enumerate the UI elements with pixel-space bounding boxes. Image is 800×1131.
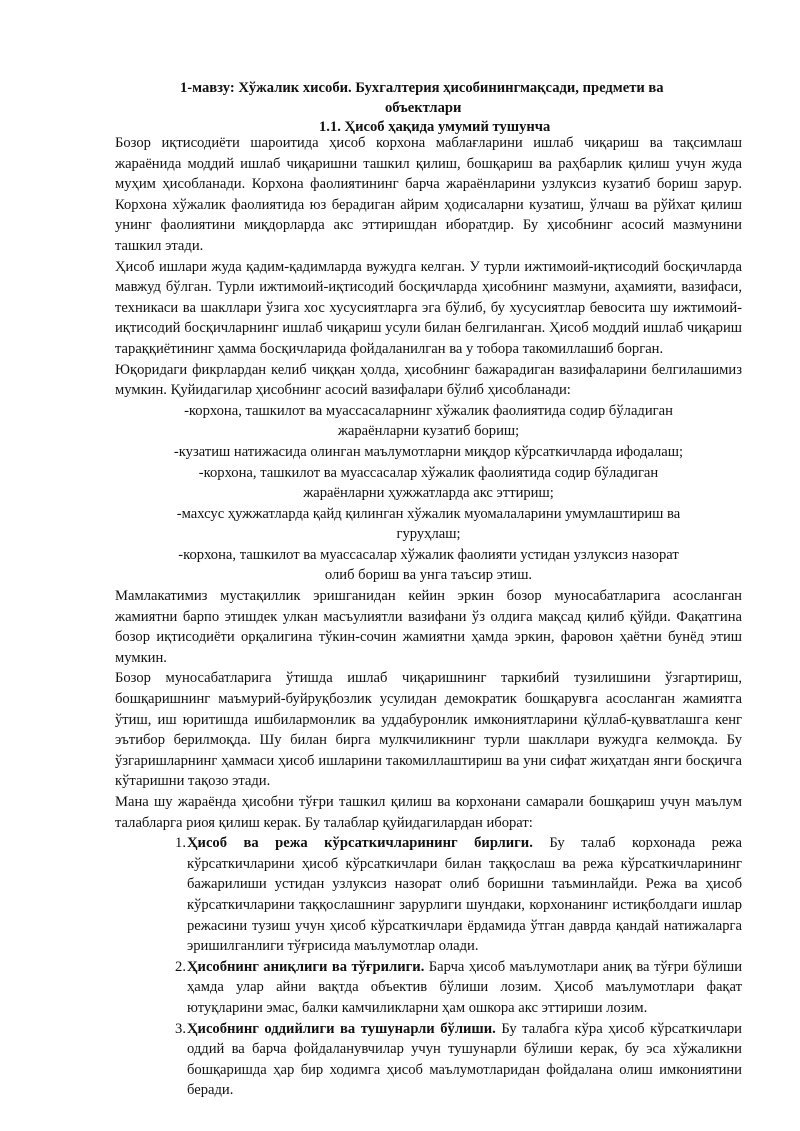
requirement-item — [115, 1019, 742, 1101]
requirement-number: 3. — [175, 1020, 186, 1037]
requirement-text: Бу талабга кўра ҳисоб кўрсаткичлари оддий ва барча фойдаланувчилар учун тушунарли бўлиши керак, бу эса хўжаликни бошқаришда ҳар бир ходимга ҳисоб маълумотларидан фойдалана олиш имкониятини беради. — [187, 1020, 742, 1099]
requirement-heading: Ҳисобнинг аниқлиги ва тўғрилиги. — [187, 958, 425, 975]
requirement-heading: Ҳисобнинг оддийлиги ва тушунарли бўлиши. — [187, 1020, 496, 1037]
requirement-item — [115, 833, 742, 957]
task-item: -корхона, ташкилот ва муассасалар хўжалик фаолиятида содир бўладиган жараёнларни ҳужжатларда акс эттириш; — [198, 464, 659, 502]
requirement-text: Бу талаб корхонада режа кўрсаткичларини ҳисоб кўрсаткичлари билан таққослаш ва режа кўрсаткичларининг бажарилиши устидан узлуксиз назорат олиб боришни таъминлайди. Режа ва ҳисоб кўрсаткичларини таққослашнинг зарурлиги шундаки, корхонанинг истиқболдаги ишлар режасини тузиш учун ҳисоб кўрсаткичлари ёрдамида ўтган даврда қандай натижаларга эришилганлиги тўғрисида маълумотлар олади. — [187, 835, 742, 955]
requirement-number: 1. — [175, 835, 186, 852]
document-body — [115, 133, 742, 1101]
requirement-item — [115, 957, 742, 1019]
paragraph: Бозор муносабатларига ўтишда ишлаб чиқаришнинг таркибий тузилишини ўзгартириш, бошқаришнинг маъмурий-буйруқбозлик усулидан демократик бошқарувга асосланган жамиятга ўтиш, иш юритишда ишбилармонлик ва уддабуронлик имкониятларини қўллаб-қувватлашга кенг эътибор берилмоқда. Шу билан бирга мулкчиликнинг турли шакллари вужудга келмоқда. Бу ўзгаришларнинг ҳаммаси ҳисоб ишларини такомиллаштириш ва уни сифат жиҳатдан янги босқичга кўтаришни тақозо этади. — [115, 670, 742, 790]
title-line-2: объектлари — [385, 100, 462, 116]
task-item: -махсус ҳужжатларда қайд қилинган хўжалик муомалаларини умумлаштириш ва гуруҳлаш; — [176, 505, 681, 543]
paragraph: Бозор иқтисодиёти шароитида ҳисоб корхона маблағларини ишлаб чиқариш ва тақсимлаш жараёнида моддий ишлаб чиқаришни ташкил қилиш, бошқариш ва раҳбарлик қилиш учун жуда муҳим ҳисобланади. Корхона фаолиятининг барча жараёнларини узлуксиз кузатиб бориш зарур. Корхона хўжалик фаолиятида юз берадиган айрим ҳодисаларни кузатиш, ўлчаш ва рўйхат қилиш унинг фаолиятини миқдорларда акс эттиришдан иборатдир. Бу ҳисобнинг асосий мазмунини ташкил этади. — [115, 135, 742, 254]
title-line-1: 1-мавзу: Хўжалик хисоби. Бухгалтерия ҳисобинингмақсади, предмети ва — [180, 80, 664, 96]
paragraph: Ҳисоб ишлари жуда қадим-қадимларда вужудга келган. У турли ижтимоий-иқтисодий босқичларда мавжуд бўлган. Турли ижтимоий-иқтисодий босқичларда ҳисобнинг мазмуни, аҳамияти, вазифаси, техникаси ва шакллари ўзига хос хусусиятларга эга бўлиб, бу хусусиятлар бевосита шу ижтимоий-иқтисодий босқичларнинг ишлаб чиқариш усули билан белгиланган. Ҳисоб моддий ишлаб чиқариш тараққиётининг ҳамма босқичларида фойдаланилган ва у тобора такомиллашиб борган. — [115, 258, 742, 357]
task-item: -корхона, ташкилот ва муассасаларнинг хўжалик фаолиятида содир бўладиган жараёнларни кузатиб бориш; — [184, 402, 673, 440]
paragraph: Мамлакатимиз мустақиллик эришганидан кейин эркин бозор муносабатларига асосланган жамиятни барпо этишдек улкан масъулиятли вазифани ўз олдига мақсад қилиб қўйди. Фақатгина бозор иқтисодиёти орқалигина тўкин-сочин жамиятни ҳамда эркин, фаровон ҳаётни бунёд этиш мумкин. — [115, 588, 742, 666]
section-heading: 1.1. Ҳисоб ҳақида умумий тушунча — [319, 119, 551, 135]
requirement-heading: Ҳисоб ва режа кўрсаткичларининг бирлиги. — [187, 835, 533, 852]
paragraph: Мана шу жараёнда ҳисобни тўғри ташкил қилиш ва корхонани самарали бошқариш учун маълум талабларга риоя қилиш керак. Бу талаблар қуйидагилардан иборат: — [115, 794, 742, 831]
task-item: -корхона, ташкилот ва муассасалар хўжалик фаолияти устидан узлуксиз назорат олиб бориш ва унга таъсир этиш. — [178, 546, 679, 584]
document-title — [180, 78, 740, 118]
task-item: -кузатиш натижасида олинган маълумотларни миқдор кўрсаткичларда ифодалаш; — [173, 443, 684, 460]
paragraph: Юқоридаги фикрлардан келиб чиққан ҳолда, ҳисобнинг бажарадиган вазифаларини белгилашимиз мумкин. Қуйидагилар ҳисобнинг асосий вазифалари бўлиб ҳисобланади: — [115, 361, 742, 399]
requirement-text: Барча ҳисоб маълумотлари аниқ ва тўғри бўлиши ҳамда улар айни вақтда объектив бўлиши лозим. Ҳисоб маълумотлари фақат ютуқларини эмас, балки камчиликларни ҳам ошкора акс эттириши лозим. — [187, 958, 743, 1016]
requirement-number: 2. — [175, 958, 186, 975]
